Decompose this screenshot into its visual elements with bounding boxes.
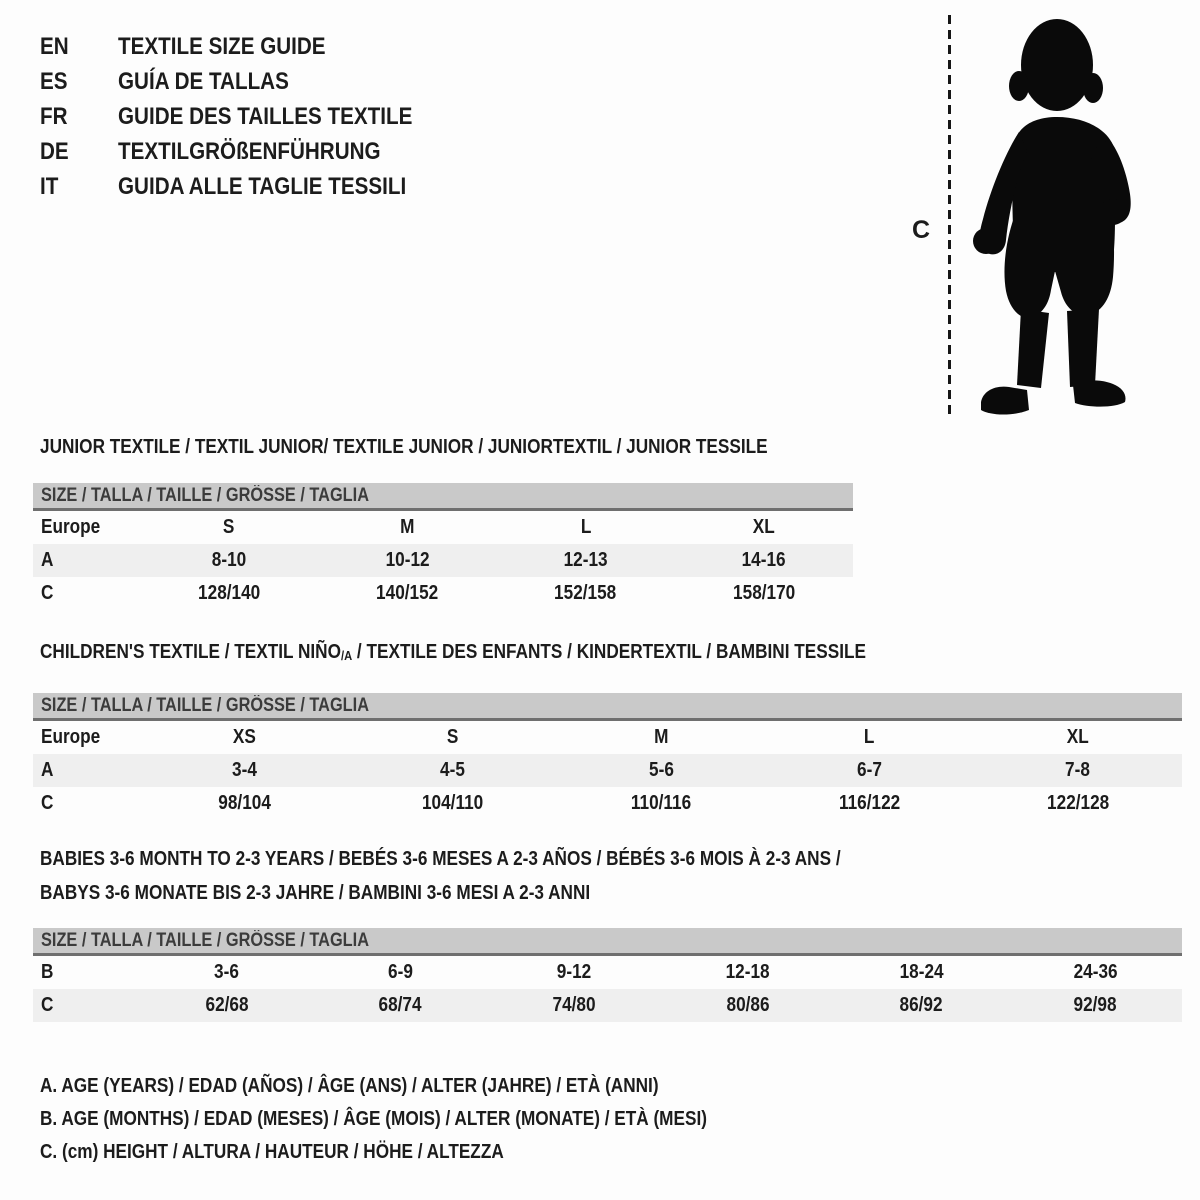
height-cell: 98/104 [217, 792, 271, 814]
age-cell: 3-4 [231, 759, 257, 781]
height-cell: 104/110 [421, 792, 484, 814]
height-cell: 80/86 [726, 994, 770, 1016]
lang-row-it [40, 169, 460, 204]
size-cell: L [864, 726, 875, 748]
age-cell: 10-12 [385, 549, 430, 571]
height-cell: 110/116 [630, 792, 692, 814]
size-cell: S [223, 516, 235, 538]
children-size-header-bar: SIZE / TALLA / TAILLE / GRÖSSE / TAGLIA [33, 693, 1182, 721]
junior-section-title: JUNIOR TEXTILE / TEXTIL JUNIOR/ TEXTILE JUNIOR / JUNIORTEXTIL / JUNIOR TESSILE [40, 436, 768, 458]
lang-code-fr: FR [40, 102, 68, 130]
size-cell: S [446, 726, 459, 748]
legend-line-a: A. AGE (YEARS) / EDAD (AÑOS) / ÂGE (ANS) / ALTER (JAHRE) / ETÀ (ANNI) [40, 1075, 659, 1097]
lang-title-fr: GUIDE DES TAILLES TEXTILE [118, 102, 413, 130]
height-cell: 92/98 [1073, 994, 1117, 1016]
babies-size-table [33, 928, 1182, 1022]
months-cell: 3-6 [214, 961, 240, 983]
lang-code-it: IT [40, 172, 59, 200]
months-cell: 18-24 [899, 961, 944, 983]
size-cell: XL [752, 516, 775, 538]
size-cell: M [653, 726, 669, 748]
height-cell: 158/170 [732, 582, 795, 604]
row-label: C [41, 994, 54, 1016]
height-cell: 152/158 [554, 582, 617, 604]
age-cell: 6-7 [856, 759, 882, 781]
height-cell: 122/128 [1046, 792, 1109, 814]
row-label: Europe [41, 516, 101, 538]
row-label: C [41, 792, 54, 814]
children-row-age [33, 754, 1182, 787]
babies-row-height [33, 989, 1182, 1022]
height-cell: 62/68 [205, 994, 249, 1016]
babies-size-header-bar: SIZE / TALLA / TAILLE / GRÖSSE / TAGLIA [33, 928, 1182, 956]
lang-title-de: TEXTILGRÖßENFÜHRUNG [118, 137, 381, 165]
babies-section-title: BABIES 3-6 MONTH TO 2-3 YEARS / BEBÉS 3-6 MESES A 2-3 AÑOS / BÉBÉS 3-6 MOIS À 2-3 ANS / BABYS 3-6 MONATE BIS 2-3 JAHRE / BAMBINI 3-6 MESI A 2-3 ANNI [40, 848, 841, 904]
row-label: A [41, 759, 54, 781]
age-cell: 5-6 [648, 759, 674, 781]
months-cell: 9-12 [556, 961, 592, 983]
height-cell: 140/152 [376, 582, 439, 604]
height-cell: 128/140 [198, 582, 261, 604]
height-dashed-line [948, 15, 951, 418]
height-cell: 74/80 [552, 994, 596, 1016]
legend-line-b: B. AGE (MONTHS) / EDAD (MESES) / ÂGE (MOIS) / ALTER (MONATE) / ETÀ (MESI) [40, 1108, 707, 1130]
age-cell: 12-13 [563, 549, 608, 571]
lang-title-es: GUÍA DE TALLAS [118, 67, 289, 95]
children-size-table [33, 693, 1182, 820]
children-section-title: CHILDREN'S TEXTILE / TEXTIL NIÑO/A / TEXTILE DES ENFANTS / KINDERTEXTIL / BAMBINI TESSILE [40, 641, 866, 663]
size-cell: XL [1066, 726, 1089, 748]
lang-row-de [40, 134, 460, 169]
row-label: C [41, 582, 54, 604]
age-cell: 7-8 [1065, 759, 1091, 781]
junior-row-europe [33, 511, 853, 544]
lang-row-fr [40, 99, 460, 134]
lang-code-de: DE [40, 137, 69, 165]
height-cell: 86/92 [899, 994, 944, 1016]
language-title-list [40, 29, 460, 204]
row-label: B [41, 961, 54, 983]
baby-toddler-silhouette-icon [963, 14, 1135, 418]
age-cell: 14-16 [741, 549, 786, 571]
nino-a-subscript: /A [340, 648, 353, 663]
months-cell: 12-18 [725, 961, 770, 983]
row-label: Europe [41, 726, 101, 748]
lang-title-it: GUIDA ALLE TAGLIE TESSILI [118, 172, 407, 200]
height-cell: 116/122 [838, 792, 901, 814]
junior-size-table [33, 483, 853, 610]
lang-code-en: EN [40, 32, 69, 60]
children-row-europe [33, 721, 1182, 754]
row-label: A [41, 549, 54, 571]
size-cell: M [400, 516, 415, 538]
age-cell: 4-5 [440, 759, 466, 781]
lang-row-en [40, 29, 460, 64]
children-row-height [33, 787, 1182, 820]
age-cell: 8-10 [211, 549, 247, 571]
junior-row-height [33, 577, 853, 610]
babies-row-months [33, 956, 1182, 989]
size-cell: XS [232, 726, 256, 748]
months-cell: 24-36 [1073, 961, 1118, 983]
height-cell: 68/74 [378, 994, 423, 1016]
months-cell: 6-9 [388, 961, 413, 983]
height-measure-label: C [912, 216, 931, 244]
lang-row-es [40, 64, 460, 99]
measurement-legend [40, 1070, 816, 1169]
legend-line-c: C. (cm) HEIGHT / ALTURA / HAUTEUR / HÖHE / ALTEZZA [40, 1141, 504, 1163]
lang-title-en: TEXTILE SIZE GUIDE [118, 32, 326, 60]
junior-row-age [33, 544, 853, 577]
lang-code-es: ES [40, 67, 68, 95]
size-cell: L [580, 516, 591, 538]
junior-size-header-bar: SIZE / TALLA / TAILLE / GRÖSSE / TAGLIA [33, 483, 853, 511]
